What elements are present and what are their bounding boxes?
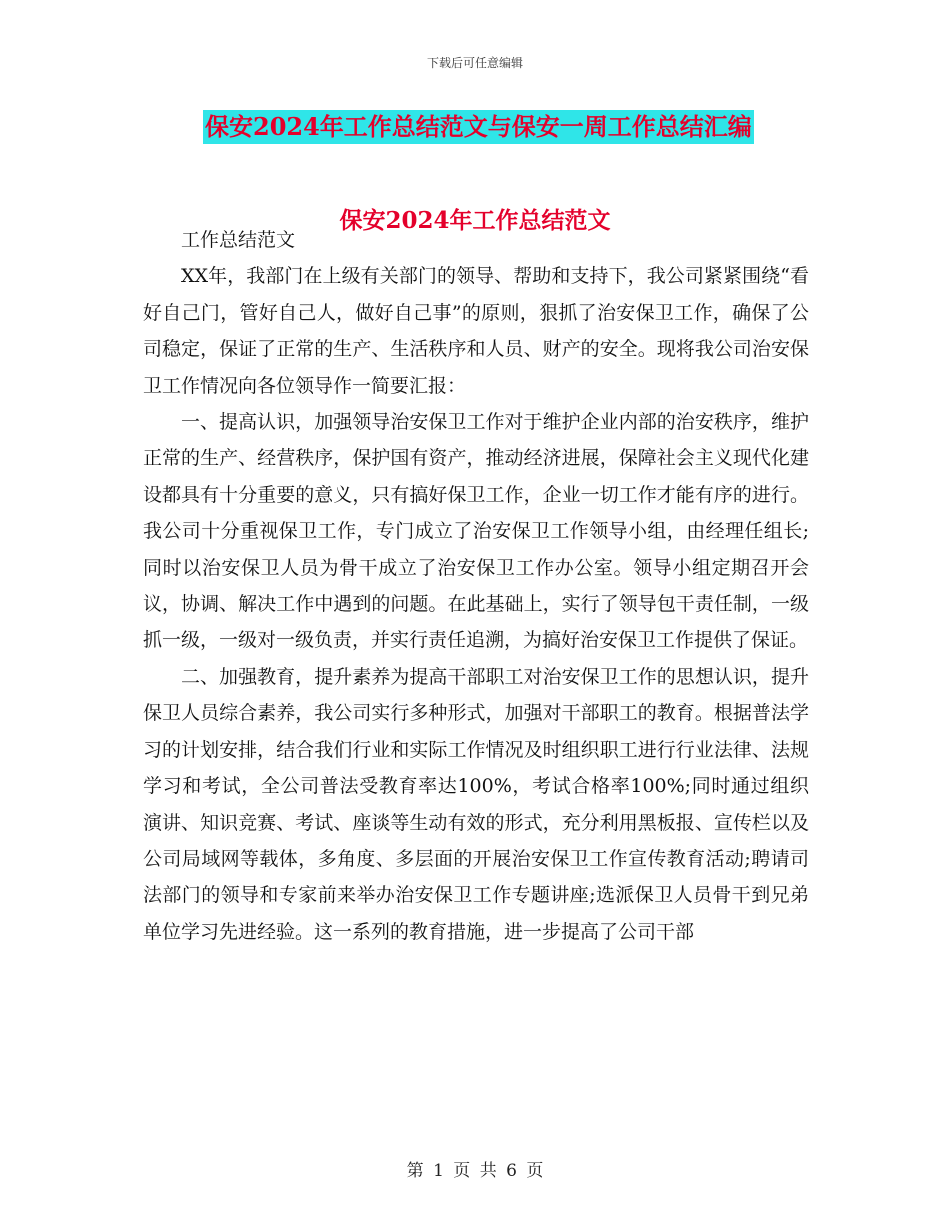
main-title: 保安2024年工作总结范文与保安一周工作总结汇编 (203, 110, 754, 144)
page-footer: 第 1 页 共 6 页 (406, 1161, 544, 1181)
paragraph-overview: XX年，我部门在上级有关部门的领导、帮助和支持下，我公司紧紧围绕“看好自己门，管好自己人，做好自己事”的原则，狠抓了治安保卫工作，确保了公司稳定，保证了正常的生产、生活秩序和人员、财产的安全。现将我公司治安保卫工作情况向各位领导作一简要汇报： (143, 265, 809, 397)
document-body (143, 222, 809, 950)
paragraph-intro-heading: 工作总结范文 (181, 229, 296, 251)
paragraph-section-two: 二、加强教育，提升素养为提高干部职工对治安保卫工作的思想认识，提升保卫人员综合素养，我公司实行多种形式，加强对干部职工的教育。根据普法学习的计划安排，结合我们行业和实际工作情况及时组织职工进行行业法律、法规学习和考试，全公司普法受教育率达100%，考试合格率100%;同时通过组织演讲、知识竞赛、考试、座谈等生动有效的形式，充分利用黑板报、宣传栏以及公司局域网等载体，多角度、多层面的开展治安保卫工作宣传教育活动;聘请司法部门的领导和专家前来举办治安保卫工作专题讲座;选派保卫人员骨干到兄弟单位学习先进经验。这一系列的教育措施，进一步提高了公司干部 (143, 665, 809, 943)
section-title: 保安2024年工作总结范文 (339, 207, 611, 234)
paragraph-section-one: 一、提高认识，加强领导治安保卫工作对于维护企业内部的治安秩序，维护正常的生产、经营秩序，保护国有资产，推动经济进展，保障社会主义现代化建设都具有十分重要的意义，只有搞好保卫工作，企业一切工作才能有序的进行。我公司十分重视保卫工作，专门成立了治安保卫工作领导小组，由经理任组长;同时以治安保卫人员为骨干成立了治安保卫工作办公室。领导小组定期召开会议，协调、解决工作中遇到的问题。在此基础上，实行了领导包干责任制，一级抓一级，一级对一级负责，并实行责任追溯，为搞好治安保卫工作提供了保证。 (143, 411, 809, 652)
header-note: 下载后可任意编辑 (426, 56, 523, 70)
